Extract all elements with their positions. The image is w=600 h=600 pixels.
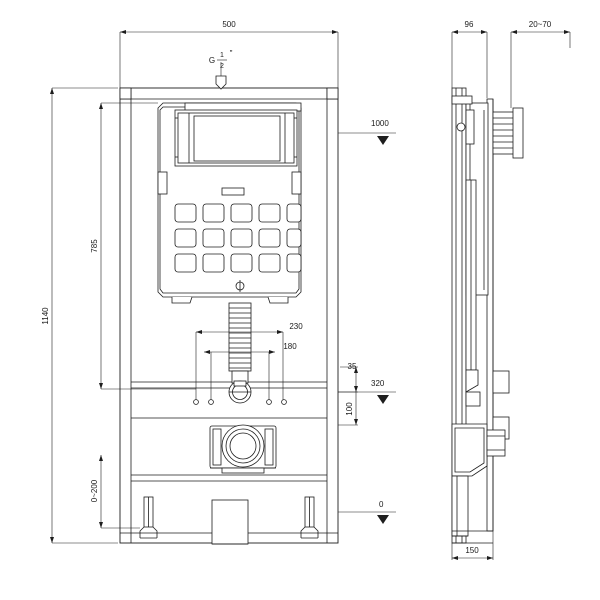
thread-numerator: 1 — [220, 51, 224, 59]
bottom-access-panel — [212, 500, 248, 544]
waste-outlet-collar — [210, 425, 276, 473]
dim-side-depth: 96 — [464, 20, 474, 30]
dim-side-range: 20~70 — [528, 20, 552, 30]
dim-offset-100: 100 — [345, 402, 355, 416]
dim-cistern-height: 785 — [90, 239, 100, 253]
cistern-body — [158, 103, 301, 303]
side-view-outline — [452, 88, 523, 543]
thread-denominator: 2 — [220, 62, 224, 70]
thread-inch-symbol: " — [229, 49, 233, 59]
level-label-320: 320 — [371, 379, 385, 389]
dim-side-base: 150 — [465, 546, 479, 556]
flush-pipe-bellows — [229, 303, 251, 403]
dim-spacing-230: 230 — [289, 322, 303, 332]
dim-total-height: 1140 — [41, 307, 51, 325]
level-label-1000: 1000 — [371, 119, 389, 129]
level-label-0: 0 — [379, 500, 384, 510]
dim-foot-adjust: 0~200 — [90, 479, 100, 503]
dim-spacing-180: 180 — [283, 342, 297, 352]
inlet-thread-label — [209, 49, 233, 70]
level-markers-front — [338, 133, 396, 524]
thread-letter: G — [208, 56, 216, 66]
level-labels — [371, 119, 389, 509]
dim-front-width: 500 — [222, 20, 236, 30]
dim-offset-35: 35 — [347, 362, 357, 372]
